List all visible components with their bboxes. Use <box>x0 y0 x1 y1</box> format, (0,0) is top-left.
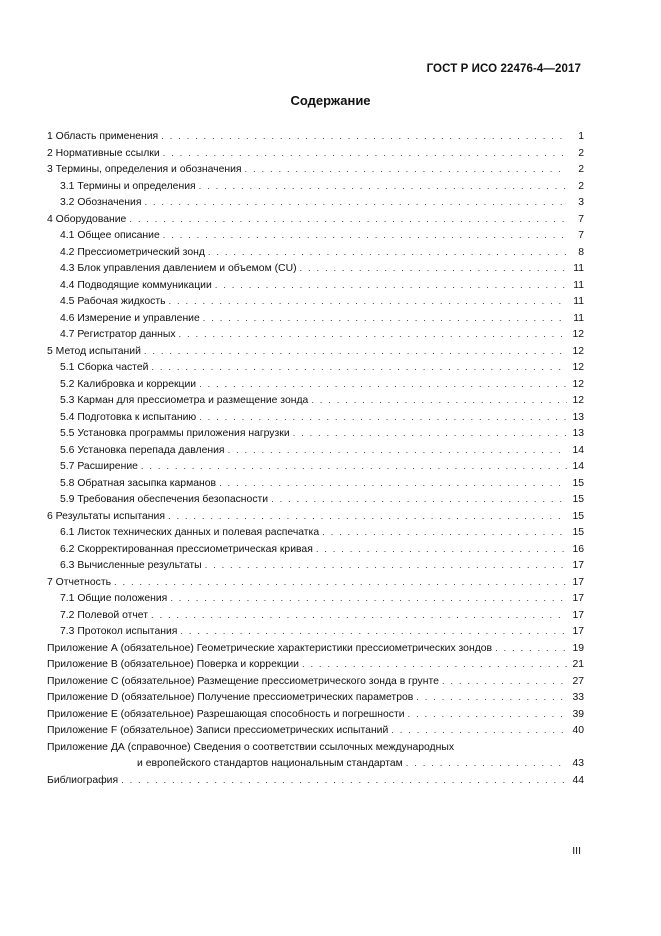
toc-entry-label: Библиография <box>47 774 119 786</box>
toc-leader-dots <box>495 641 567 658</box>
toc-entry-bibliography[interactable] <box>47 773 584 790</box>
toc-entry-page: 44 <box>572 774 584 786</box>
toc-entry[interactable] <box>47 146 584 163</box>
toc-leader-dots <box>271 492 567 509</box>
toc-entry-page: 13 <box>572 411 584 423</box>
toc-entry-label: 5.4 Подготовка к испытанию <box>60 411 197 423</box>
toc-leader-dots <box>199 410 567 427</box>
toc-entry-page: 15 <box>572 510 584 522</box>
toc-entry-page: 11 <box>573 263 584 274</box>
toc-entry-page: 21 <box>572 659 584 670</box>
toc-entry-page: 12 <box>572 345 584 357</box>
toc-entry[interactable] <box>47 261 584 278</box>
toc-entry-label: 4 Оборудование <box>47 213 127 225</box>
toc-leader-dots <box>180 624 567 641</box>
toc-entry-page: 7 <box>578 213 584 225</box>
toc-entry-page: 7 <box>578 230 584 241</box>
toc-entry-label: 5.1 Сборка частей <box>60 362 149 373</box>
toc-entry-label: 5.9 Требования обеспечения безопасности <box>60 494 269 505</box>
toc-entry-label: 4.2 Прессиометрический зонд <box>60 246 205 258</box>
toc-entry-page: 39 <box>572 708 584 720</box>
toc-entry-label: Приложение Е (обязательное) Разрешающая способность и погрешности <box>47 708 405 720</box>
toc-entry[interactable] <box>47 476 584 493</box>
toc-leader-dots <box>114 575 567 592</box>
toc-leader-dots <box>151 360 567 377</box>
toc-entry-page: 12 <box>572 378 584 390</box>
toc-entry-page: 16 <box>572 543 584 555</box>
toc-entry-label: 3.1 Термины и определения <box>60 180 196 192</box>
toc-leader-dots <box>121 773 567 790</box>
toc-entry[interactable] <box>47 294 584 311</box>
toc-entry-label: 7.1 Общие положения <box>60 593 168 604</box>
toc-leader-dots <box>199 179 567 196</box>
toc-entry-label: 3 Термины, определения и обозначения <box>47 164 242 175</box>
toc-entry[interactable] <box>47 410 584 427</box>
toc-entry[interactable] <box>47 707 584 724</box>
toc-entry[interactable] <box>47 212 584 229</box>
toc-leader-dots <box>311 393 567 410</box>
toc-entry-page: 12 <box>572 395 584 406</box>
toc-entry-label: 5.8 Обратная засыпка карманов <box>60 477 217 489</box>
toc-entry-label: 4.3 Блок управления давлением и объемом (CU) <box>60 263 297 274</box>
toc-entry-page: 27 <box>572 675 584 687</box>
toc-entry-label: Приложение В (обязательное) Поверка и коррекции <box>47 659 299 670</box>
toc-entry[interactable] <box>47 327 584 344</box>
toc-leader-dots <box>322 525 567 542</box>
toc-entry-page: 15 <box>572 477 584 489</box>
toc-entry[interactable] <box>47 393 584 410</box>
toc-entry-label: 6.1 Листок технических данных и полевая распечатка <box>60 527 320 538</box>
toc-leader-dots <box>151 608 567 625</box>
toc-entry[interactable] <box>47 278 584 295</box>
toc-entry[interactable] <box>47 525 584 542</box>
toc-entry-appendix-da[interactable] <box>47 740 584 773</box>
table-of-contents <box>47 129 584 789</box>
toc-entry-label: 5.7 Расширение <box>60 461 138 472</box>
toc-entry-label: 5.3 Карман для прессиометра и размещение зонда <box>60 395 309 406</box>
toc-entry-label: Приложение F (обязательное) Записи прессиометрических испытаний <box>47 725 389 736</box>
toc-entry-page: 2 <box>578 180 584 192</box>
toc-entry[interactable] <box>47 360 584 377</box>
toc-entry-page: 17 <box>572 609 584 621</box>
toc-leader-dots <box>302 657 567 674</box>
toc-leader-dots <box>245 162 567 179</box>
toc-entry-label: 3.2 Обозначения <box>60 197 142 208</box>
toc-entry[interactable] <box>47 311 584 328</box>
toc-entry[interactable] <box>47 195 584 212</box>
toc-entry-page: 15 <box>572 494 584 505</box>
toc-entry-label: 5.2 Калибровка и коррекции <box>60 378 197 390</box>
toc-entry[interactable] <box>47 641 584 658</box>
toc-leader-dots <box>408 707 567 724</box>
toc-entry[interactable] <box>47 377 584 394</box>
toc-leader-dots <box>416 690 567 707</box>
toc-entry-label: 7.2 Полевой отчет <box>60 609 148 621</box>
toc-entry[interactable] <box>47 426 584 443</box>
toc-leader-dots <box>169 294 567 311</box>
toc-entry[interactable] <box>47 492 584 509</box>
toc-entry-label: 1 Область применения <box>47 131 159 142</box>
toc-entry-page: 17 <box>572 593 584 604</box>
toc-leader-dots <box>141 459 567 476</box>
toc-entry-page: 14 <box>572 461 584 472</box>
toc-leader-dots <box>163 146 567 163</box>
toc-entry-label: 5.6 Установка перепада давления <box>60 444 225 456</box>
toc-entry[interactable] <box>47 443 584 460</box>
toc-entry-page: 17 <box>572 560 584 571</box>
toc-entry[interactable] <box>47 558 584 575</box>
toc-entry-label: 4.4 Подводящие коммуникации <box>60 279 212 291</box>
toc-entry-label: 5.5 Установка программы приложения нагрузки <box>60 428 290 439</box>
toc-entry[interactable] <box>47 723 584 740</box>
toc-entry-page: 8 <box>578 246 584 258</box>
toc-entry[interactable] <box>47 162 584 179</box>
toc-entry-page: 11 <box>573 296 584 307</box>
toc-entry-label: Приложение D (обязательное) Получение прессиометрических параметров <box>47 692 414 703</box>
toc-entry-label: 6 Результаты испытания <box>47 510 165 522</box>
toc-entry[interactable] <box>47 608 584 625</box>
toc-entry[interactable] <box>47 228 584 245</box>
toc-entry-label: 7 Отчетность <box>47 576 111 588</box>
toc-leader-dots <box>442 674 567 691</box>
toc-entry[interactable] <box>47 591 584 608</box>
toc-entry-label: 4.7 Регистратор данных <box>60 329 176 340</box>
toc-entry-label: 6.2 Скорректированная прессиометрическая кривая <box>60 543 313 555</box>
toc-entry[interactable] <box>47 129 584 146</box>
toc-entry-page: 19 <box>572 642 584 654</box>
toc-entry-label: 2 Нормативные ссылки <box>47 147 160 159</box>
toc-entry-page: 17 <box>572 626 584 637</box>
toc-entry-label-continued: и европейского стандартов национальным стандартам <box>137 758 403 769</box>
toc-leader-dots <box>203 311 567 328</box>
toc-entry[interactable] <box>47 509 584 526</box>
toc-leader-dots <box>199 377 567 394</box>
toc-leader-dots <box>228 443 567 460</box>
toc-leader-dots <box>391 723 567 740</box>
toc-entry-page: 14 <box>572 444 584 456</box>
toc-leader-dots <box>316 542 567 559</box>
toc-entry-page: 17 <box>572 576 584 588</box>
toc-entry-label: 4.6 Измерение и управление <box>60 312 200 324</box>
toc-entry-page: 33 <box>572 692 584 703</box>
toc-entry[interactable] <box>47 575 584 592</box>
toc-leader-dots <box>179 327 567 344</box>
document-code: ГОСТ Р ИСО 22476-4—2017 <box>426 63 581 75</box>
toc-entry-page: 43 <box>572 758 584 769</box>
toc-entry-page: 12 <box>572 362 584 373</box>
toc-entry-label: Приложение ДА (справочное) Сведения о соответствии ссылочных международных <box>47 741 455 753</box>
toc-entry-page: 11 <box>573 312 584 324</box>
toc-entry-label: 6.3 Вычисленные результаты <box>60 560 202 571</box>
toc-entry[interactable] <box>47 674 584 691</box>
toc-leader-dots <box>144 195 567 212</box>
toc-leader-dots <box>129 212 567 229</box>
toc-entry-page: 13 <box>572 428 584 439</box>
toc-entry[interactable] <box>47 624 584 641</box>
toc-entry-page: 11 <box>573 279 584 291</box>
toc-entry-label: 5 Метод испытаний <box>47 345 141 357</box>
toc-leader-dots <box>219 476 567 493</box>
toc-entry-page: 40 <box>572 725 584 736</box>
toc-entry-label: Приложение С (обязательное) Размещение прессиометрического зонда в грунте <box>47 675 439 687</box>
toc-leader-dots <box>300 261 567 278</box>
toc-entry[interactable] <box>47 245 584 262</box>
toc-entry[interactable] <box>47 657 584 674</box>
toc-entry-page: 12 <box>572 329 584 340</box>
toc-leader-dots <box>205 558 567 575</box>
page-title: Содержание <box>290 93 371 108</box>
toc-leader-dots <box>293 426 567 443</box>
toc-entry-page: 2 <box>578 164 584 175</box>
toc-leader-dots <box>406 756 567 773</box>
toc-leader-dots <box>161 129 567 146</box>
toc-leader-dots <box>208 245 567 262</box>
toc-leader-dots <box>170 591 567 608</box>
toc-entry[interactable] <box>47 179 584 196</box>
toc-entry-label: 4.5 Рабочая жидкость <box>60 296 166 307</box>
toc-entry-label: 7.3 Протокол испытания <box>60 626 178 637</box>
toc-entry-page: 15 <box>572 527 584 538</box>
toc-entry-label: 4.1 Общее описание <box>60 230 160 241</box>
toc-leader-dots <box>163 228 567 245</box>
toc-entry[interactable] <box>47 459 584 476</box>
toc-leader-dots <box>215 278 567 295</box>
toc-entry-label: Приложение А (обязательное) Геометрические характеристики прессиометрических зондов <box>47 642 493 654</box>
toc-leader-dots <box>168 509 567 526</box>
toc-entry[interactable] <box>47 690 584 707</box>
toc-leader-dots <box>144 344 567 361</box>
toc-entry-page: 3 <box>578 197 584 208</box>
toc-entry[interactable] <box>47 344 584 361</box>
page-number: III <box>572 845 581 857</box>
toc-entry-page: 1 <box>578 131 584 142</box>
toc-entry[interactable] <box>47 542 584 559</box>
toc-entry-page: 2 <box>578 147 584 159</box>
